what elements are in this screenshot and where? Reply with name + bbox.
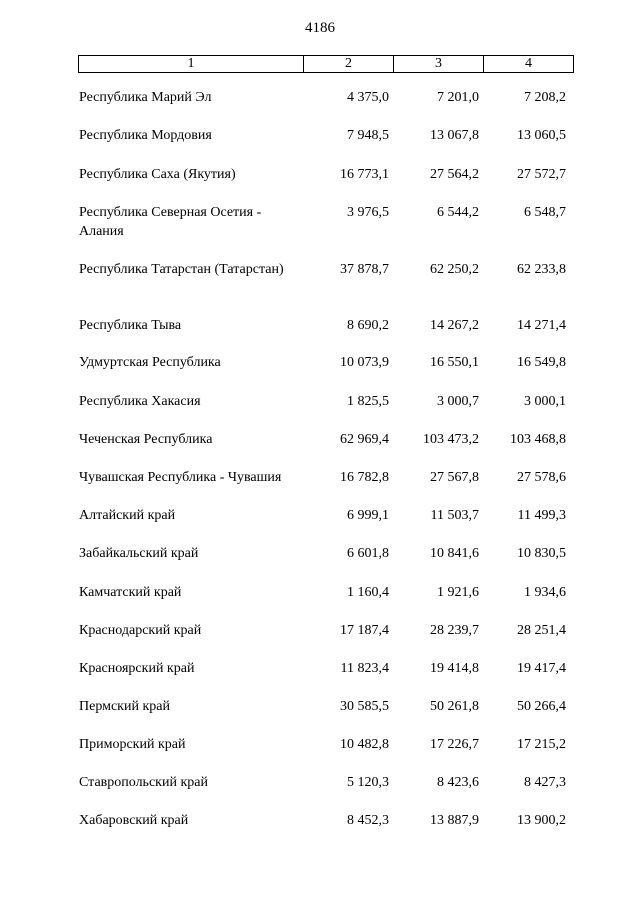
value-col-2: 5 120,3 xyxy=(347,775,389,790)
value-col-4: 103 468,8 xyxy=(510,432,566,447)
value-col-2: 17 187,4 xyxy=(340,623,389,638)
value-col-3: 62 250,2 xyxy=(430,262,479,277)
column-header-2: 2 xyxy=(304,56,394,72)
region-name: Камчатский край xyxy=(79,585,182,600)
value-col-4: 62 233,8 xyxy=(517,262,566,277)
value-col-4: 6 548,7 xyxy=(524,205,566,220)
region-name: Республика Северная Осетия - Алания xyxy=(79,205,262,239)
value-col-4: 16 549,8 xyxy=(517,355,566,370)
value-col-2: 6 999,1 xyxy=(347,508,389,523)
value-col-4: 8 427,3 xyxy=(524,775,566,790)
region-name: Забайкальский край xyxy=(79,546,199,561)
value-col-3: 16 550,1 xyxy=(430,355,479,370)
value-col-3: 50 261,8 xyxy=(430,699,479,714)
value-col-3: 7 201,0 xyxy=(437,90,479,105)
value-col-4: 28 251,4 xyxy=(517,623,566,638)
region-name: Республика Марий Эл xyxy=(79,90,212,105)
value-col-2: 62 969,4 xyxy=(340,432,389,447)
table-header-row xyxy=(78,55,574,73)
value-col-2: 16 773,1 xyxy=(340,167,389,182)
value-col-4: 3 000,1 xyxy=(524,394,566,409)
value-col-4: 1 934,6 xyxy=(524,585,566,600)
region-name: Республика Саха (Якутия) xyxy=(79,167,236,182)
value-col-2: 1 160,4 xyxy=(347,585,389,600)
value-col-3: 27 564,2 xyxy=(430,167,479,182)
value-col-3: 17 226,7 xyxy=(430,737,479,752)
value-col-4: 27 578,6 xyxy=(517,470,566,485)
value-col-2: 8 452,3 xyxy=(347,813,389,828)
region-name: Республика Мордовия xyxy=(79,128,212,143)
value-col-4: 14 271,4 xyxy=(517,318,566,333)
region-name: Приморский край xyxy=(79,737,186,752)
value-col-4: 17 215,2 xyxy=(517,737,566,752)
region-name: Республика Татарстан (Татарстан) xyxy=(79,262,284,277)
value-col-2: 30 585,5 xyxy=(340,699,389,714)
value-col-2: 1 825,5 xyxy=(347,394,389,409)
column-header-4: 4 xyxy=(525,56,532,71)
region-name: Чувашская Республика - Чувашия xyxy=(79,470,282,485)
page-number: 4186 xyxy=(305,20,335,36)
region-name: Чеченская Республика xyxy=(79,432,213,447)
value-col-4: 13 060,5 xyxy=(517,128,566,143)
value-col-2: 10 482,8 xyxy=(340,737,389,752)
value-col-3: 13 067,8 xyxy=(430,128,479,143)
region-name: Республика Хакасия xyxy=(79,394,201,409)
value-col-4: 19 417,4 xyxy=(517,661,566,676)
value-col-2: 16 782,8 xyxy=(340,470,389,485)
value-col-3: 8 423,6 xyxy=(437,775,479,790)
value-col-4: 50 266,4 xyxy=(517,699,566,714)
value-col-2: 37 878,7 xyxy=(340,262,389,277)
value-col-2: 10 073,9 xyxy=(340,355,389,370)
column-header-1: 1 xyxy=(79,56,304,72)
value-col-2: 11 823,4 xyxy=(340,661,389,676)
value-col-3: 28 239,7 xyxy=(430,623,479,638)
value-col-4: 13 900,2 xyxy=(517,813,566,828)
value-col-2: 4 375,0 xyxy=(347,90,389,105)
region-name: Республика Тыва xyxy=(79,318,182,333)
value-col-3: 14 267,2 xyxy=(430,318,479,333)
value-col-2: 8 690,2 xyxy=(347,318,389,333)
region-name: Краснодарский край xyxy=(79,623,202,638)
value-col-4: 7 208,2 xyxy=(524,90,566,105)
column-header-3: 3 xyxy=(394,56,484,72)
value-col-3: 6 544,2 xyxy=(437,205,479,220)
region-name: Пермский край xyxy=(79,699,170,714)
value-col-3: 11 503,7 xyxy=(430,508,479,523)
region-name: Ставропольский край xyxy=(79,775,208,790)
value-col-4: 11 499,3 xyxy=(517,508,566,523)
value-col-3: 13 887,9 xyxy=(430,813,479,828)
region-name: Красноярский край xyxy=(79,661,195,676)
value-col-4: 27 572,7 xyxy=(517,167,566,182)
value-col-3: 10 841,6 xyxy=(430,546,479,561)
value-col-2: 6 601,8 xyxy=(347,546,389,561)
region-name: Хабаровский край xyxy=(79,813,189,828)
value-col-3: 27 567,8 xyxy=(430,470,479,485)
value-col-3: 103 473,2 xyxy=(423,432,479,447)
value-col-2: 7 948,5 xyxy=(347,128,389,143)
value-col-3: 1 921,6 xyxy=(437,585,479,600)
value-col-4: 10 830,5 xyxy=(517,546,566,561)
value-col-3: 3 000,7 xyxy=(437,394,479,409)
value-col-2: 3 976,5 xyxy=(347,205,389,220)
region-name: Алтайский край xyxy=(79,508,176,523)
value-col-3: 19 414,8 xyxy=(430,661,479,676)
region-name: Удмуртская Республика xyxy=(79,355,221,370)
